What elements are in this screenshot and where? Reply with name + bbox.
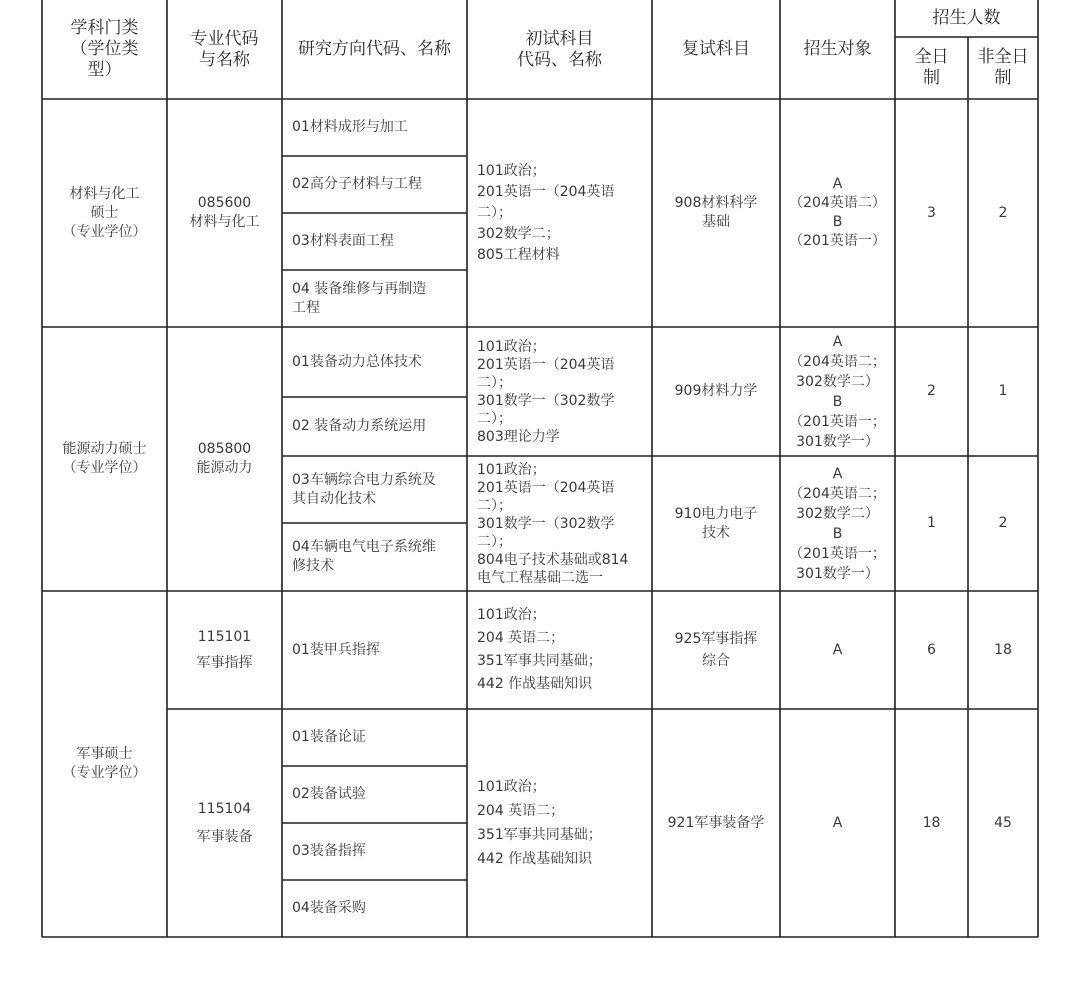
target-cell: A （204英语二） B （201英语一） <box>789 176 886 249</box>
target-cell: A <box>832 641 843 658</box>
prelim-cell: 101政治； 201英语一（204英语 二）； 302数学二； 805工程材料 <box>477 162 615 263</box>
direction-cell: 01装甲兵指挥 <box>292 641 380 658</box>
parttime-cell: 18 <box>994 641 1012 658</box>
direction-cell: 01装备论证 <box>292 729 366 745</box>
direction-cell: 03材料表面工程 <box>292 233 394 249</box>
major-cell: 085600 材料与化工 <box>189 195 260 230</box>
direction-cell: 03车辆综合电力系统及 其自动化技术 <box>292 471 436 507</box>
header-target: 招生对象 <box>803 39 872 59</box>
discipline-cell: 能源动力硕士 （专业学位） <box>62 441 147 476</box>
fulltime-cell: 6 <box>927 641 936 658</box>
prelim-cell: 101政治； 201英语一（204英语 二）； 301数学一（302数学 二）； 803理论力学 <box>477 338 615 445</box>
major-cell: 085800 能源动力 <box>196 441 253 476</box>
parttime-cell: 2 <box>998 204 1008 221</box>
fulltime-cell: 18 <box>922 814 941 831</box>
discipline-cell: 材料与化工 硕士 （专业学位） <box>62 185 147 240</box>
header-discipline: 学科门类 （学位类 型） <box>70 18 139 80</box>
target-cell: A （204英语二； 302数学二） B （201英语一； 301数学一） <box>789 333 886 450</box>
direction-cell: 03装备指挥 <box>292 843 366 859</box>
header-retest: 复试科目 <box>682 39 750 59</box>
parttime-cell: 45 <box>994 814 1012 831</box>
header-major: 专业代码 与名称 <box>190 28 259 70</box>
direction-cell: 04车辆电气电子系统维 修技术 <box>292 539 436 574</box>
prelim-cell: 101政治； 204 英语二； 351军事共同基础； 442 作战基础知识 <box>477 607 602 692</box>
direction-cell: 02装备试验 <box>292 786 366 802</box>
header-fulltime: 全日 制 <box>914 47 949 88</box>
target-cell: A （204英语二； 302数学二） B （201英语一； 301数学一） <box>789 465 886 582</box>
header-parttime: 非全日 制 <box>977 47 1029 88</box>
header-prelim: 初试科目 代码、名称 <box>517 28 602 70</box>
prelim-cell: 101政治； 201英语一（204英语 二）； 301数学一（302数学 二）； 804电子技术基础或814 电气工程基础二选一 <box>477 461 629 586</box>
retest-cell: 908材料科学 基础 <box>674 195 758 230</box>
target-cell: A <box>832 814 843 831</box>
direction-cell: 02高分子材料与工程 <box>292 176 422 192</box>
direction-cell: 01材料成形与加工 <box>292 119 408 135</box>
parttime-cell: 1 <box>998 383 1008 399</box>
retest-cell: 910电力电子 技术 <box>674 505 758 541</box>
major-cell: 115101 军事指挥 <box>196 629 253 671</box>
direction-cell: 01装备动力总体技术 <box>292 353 422 370</box>
header-quota: 招生人数 <box>932 8 1001 28</box>
direction-cell: 02 装备动力系统运用 <box>292 418 427 434</box>
direction-cell: 04 装备维修与再制造 工程 <box>292 280 427 316</box>
retest-cell: 925军事指挥 综合 <box>674 631 758 669</box>
discipline-cell: 军事硕士 （专业学位） <box>62 746 147 781</box>
parttime-cell: 2 <box>998 515 1008 531</box>
fulltime-cell: 2 <box>927 383 936 399</box>
header-direction: 研究方向代码、名称 <box>298 39 451 59</box>
fulltime-cell: 1 <box>927 515 936 531</box>
major-cell: 115104 军事装备 <box>196 801 253 845</box>
fulltime-cell: 3 <box>927 204 936 221</box>
retest-cell: 909材料力学 <box>674 383 758 399</box>
prelim-cell: 101政治； 204 英语二； 351军事共同基础； 442 作战基础知识 <box>477 779 602 867</box>
retest-cell: 921军事装备学 <box>667 814 765 831</box>
direction-cell: 04装备采购 <box>292 900 366 916</box>
